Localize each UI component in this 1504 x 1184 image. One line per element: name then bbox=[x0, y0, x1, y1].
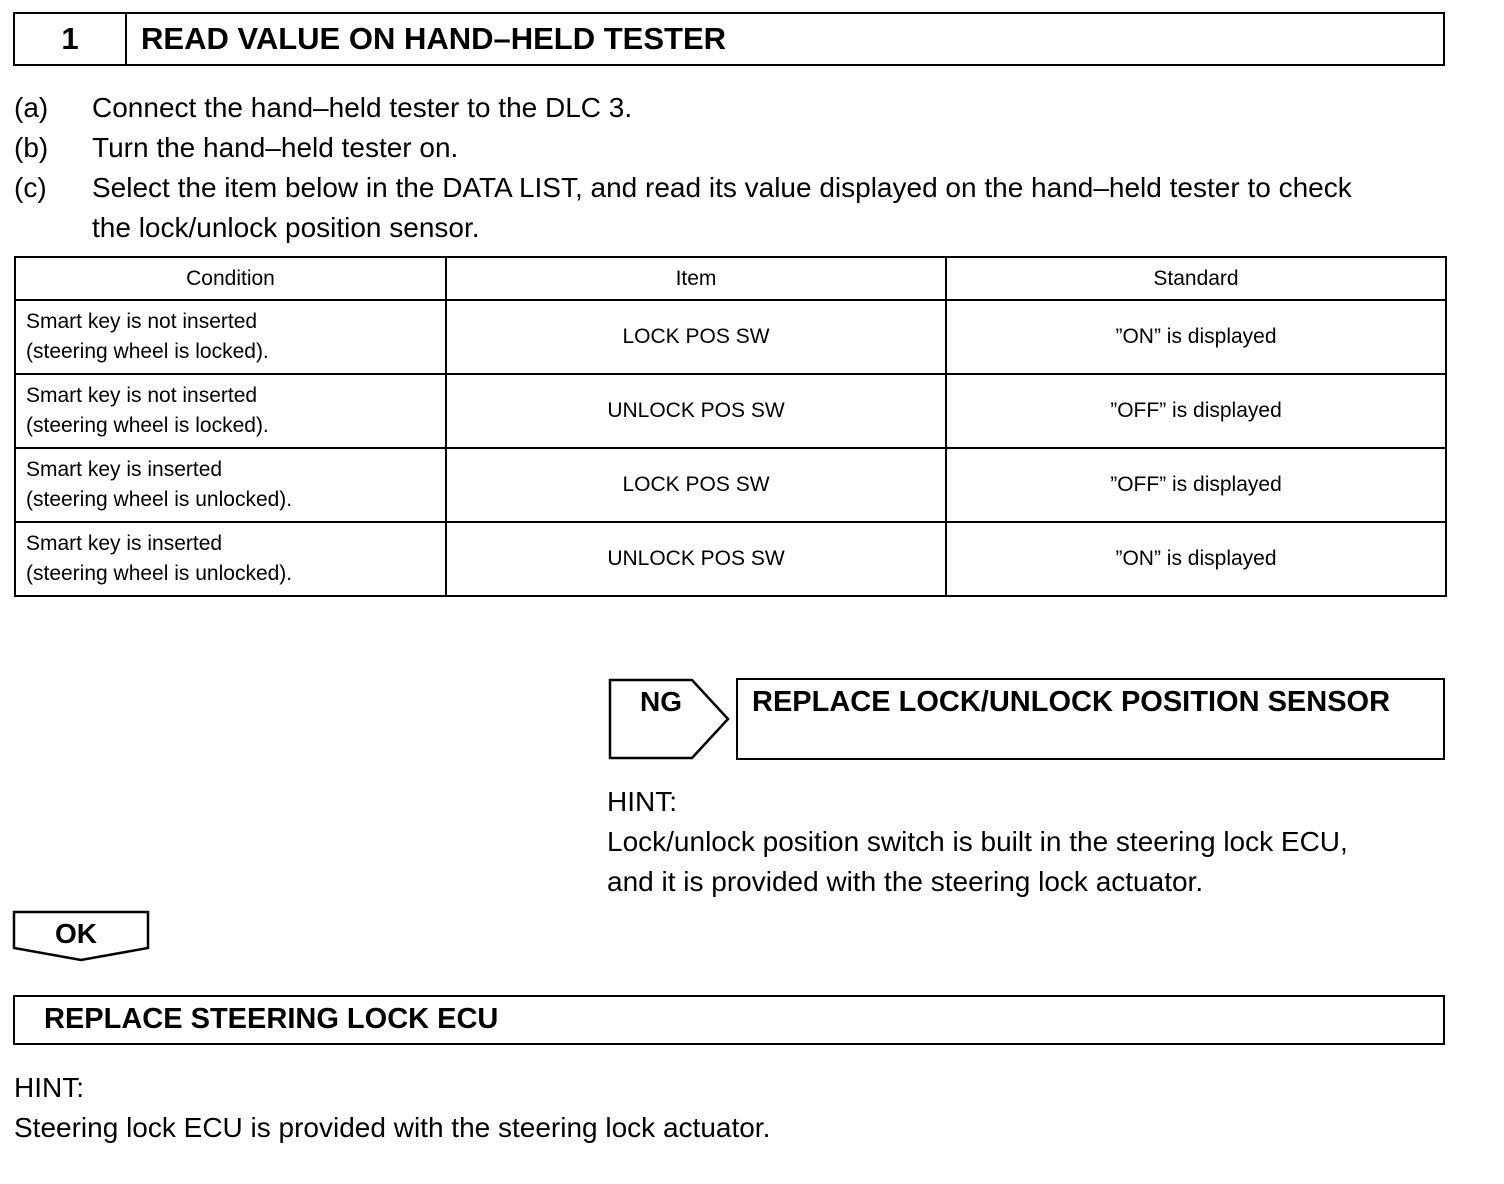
ok-label: OK bbox=[55, 918, 97, 949]
step-title: READ VALUE ON HAND–HELD TESTER bbox=[141, 21, 727, 56]
ok-hint-text: Steering lock ECU is provided with the steering lock actuator. bbox=[14, 1112, 771, 1143]
step-header bbox=[13, 12, 1445, 66]
ok-action-text: REPLACE STEERING LOCK ECU bbox=[44, 1003, 499, 1035]
header-item: Item bbox=[446, 257, 946, 300]
instruction-tag: (a) bbox=[14, 92, 49, 123]
instruction-c bbox=[14, 168, 1454, 208]
ok-action-box bbox=[13, 995, 1445, 1045]
instruction-c-continued bbox=[14, 208, 1454, 248]
instruction-text: Turn the hand–held tester on. bbox=[92, 132, 459, 163]
instruction-tag: (c) bbox=[14, 172, 47, 203]
ng-action-text: REPLACE LOCK/UNLOCK POSITION SENSOR bbox=[752, 686, 1391, 718]
step-number: 1 bbox=[15, 14, 127, 64]
standard-cell: ”OFF” is displayed bbox=[946, 374, 1446, 448]
standard-cell: ”ON” is displayed bbox=[946, 300, 1446, 374]
ng-hint-line2: and it is provided with the steering lock actuator. bbox=[607, 866, 1204, 897]
header-condition: Condition bbox=[15, 257, 446, 300]
table-row bbox=[15, 300, 1446, 374]
table-row bbox=[15, 374, 1446, 448]
ok-hint-label: HINT: bbox=[14, 1072, 84, 1103]
standard-cell: ”OFF” is displayed bbox=[946, 448, 1446, 522]
ng-hint-label: HINT: bbox=[607, 786, 677, 817]
instruction-tag: (b) bbox=[14, 132, 49, 163]
instruction-a bbox=[14, 88, 1454, 128]
header-standard: Standard bbox=[946, 257, 1446, 300]
instruction-text: Connect the hand–held tester to the DLC 3. bbox=[92, 92, 633, 123]
table-row bbox=[15, 448, 1446, 522]
ng-label: NG bbox=[640, 686, 682, 717]
item-cell: LOCK POS SW bbox=[446, 448, 946, 522]
item-cell: UNLOCK POS SW bbox=[446, 522, 946, 596]
condition-cell bbox=[15, 522, 446, 596]
ng-hint-line1: Lock/unlock position switch is built in the steering lock ECU, bbox=[607, 826, 1348, 857]
condition-line1: Smart key is not inserted bbox=[26, 310, 258, 333]
data-list-table bbox=[14, 256, 1447, 597]
condition-cell bbox=[15, 300, 446, 374]
ng-action-box bbox=[736, 678, 1445, 760]
table-header-row bbox=[15, 257, 1446, 300]
condition-line2: (steering wheel is unlocked). bbox=[26, 562, 293, 585]
instruction-b bbox=[14, 128, 1454, 168]
condition-line2: (steering wheel is locked). bbox=[26, 414, 269, 437]
item-cell: LOCK POS SW bbox=[446, 300, 946, 374]
table-row bbox=[15, 522, 1446, 596]
condition-line1: Smart key is not inserted bbox=[26, 384, 258, 407]
condition-cell bbox=[15, 374, 446, 448]
condition-line2: (steering wheel is locked). bbox=[26, 340, 269, 363]
instruction-text: Select the item below in the DATA LIST, and read its value displayed on the hand–held tester to check bbox=[92, 172, 1352, 203]
condition-line1: Smart key is inserted bbox=[26, 532, 223, 555]
condition-cell bbox=[15, 448, 446, 522]
condition-line2: (steering wheel is unlocked). bbox=[26, 488, 293, 511]
item-cell: UNLOCK POS SW bbox=[446, 374, 946, 448]
instruction-text-line2: the lock/unlock position sensor. bbox=[92, 212, 480, 243]
standard-cell: ”ON” is displayed bbox=[946, 522, 1446, 596]
condition-line1: Smart key is inserted bbox=[26, 458, 223, 481]
